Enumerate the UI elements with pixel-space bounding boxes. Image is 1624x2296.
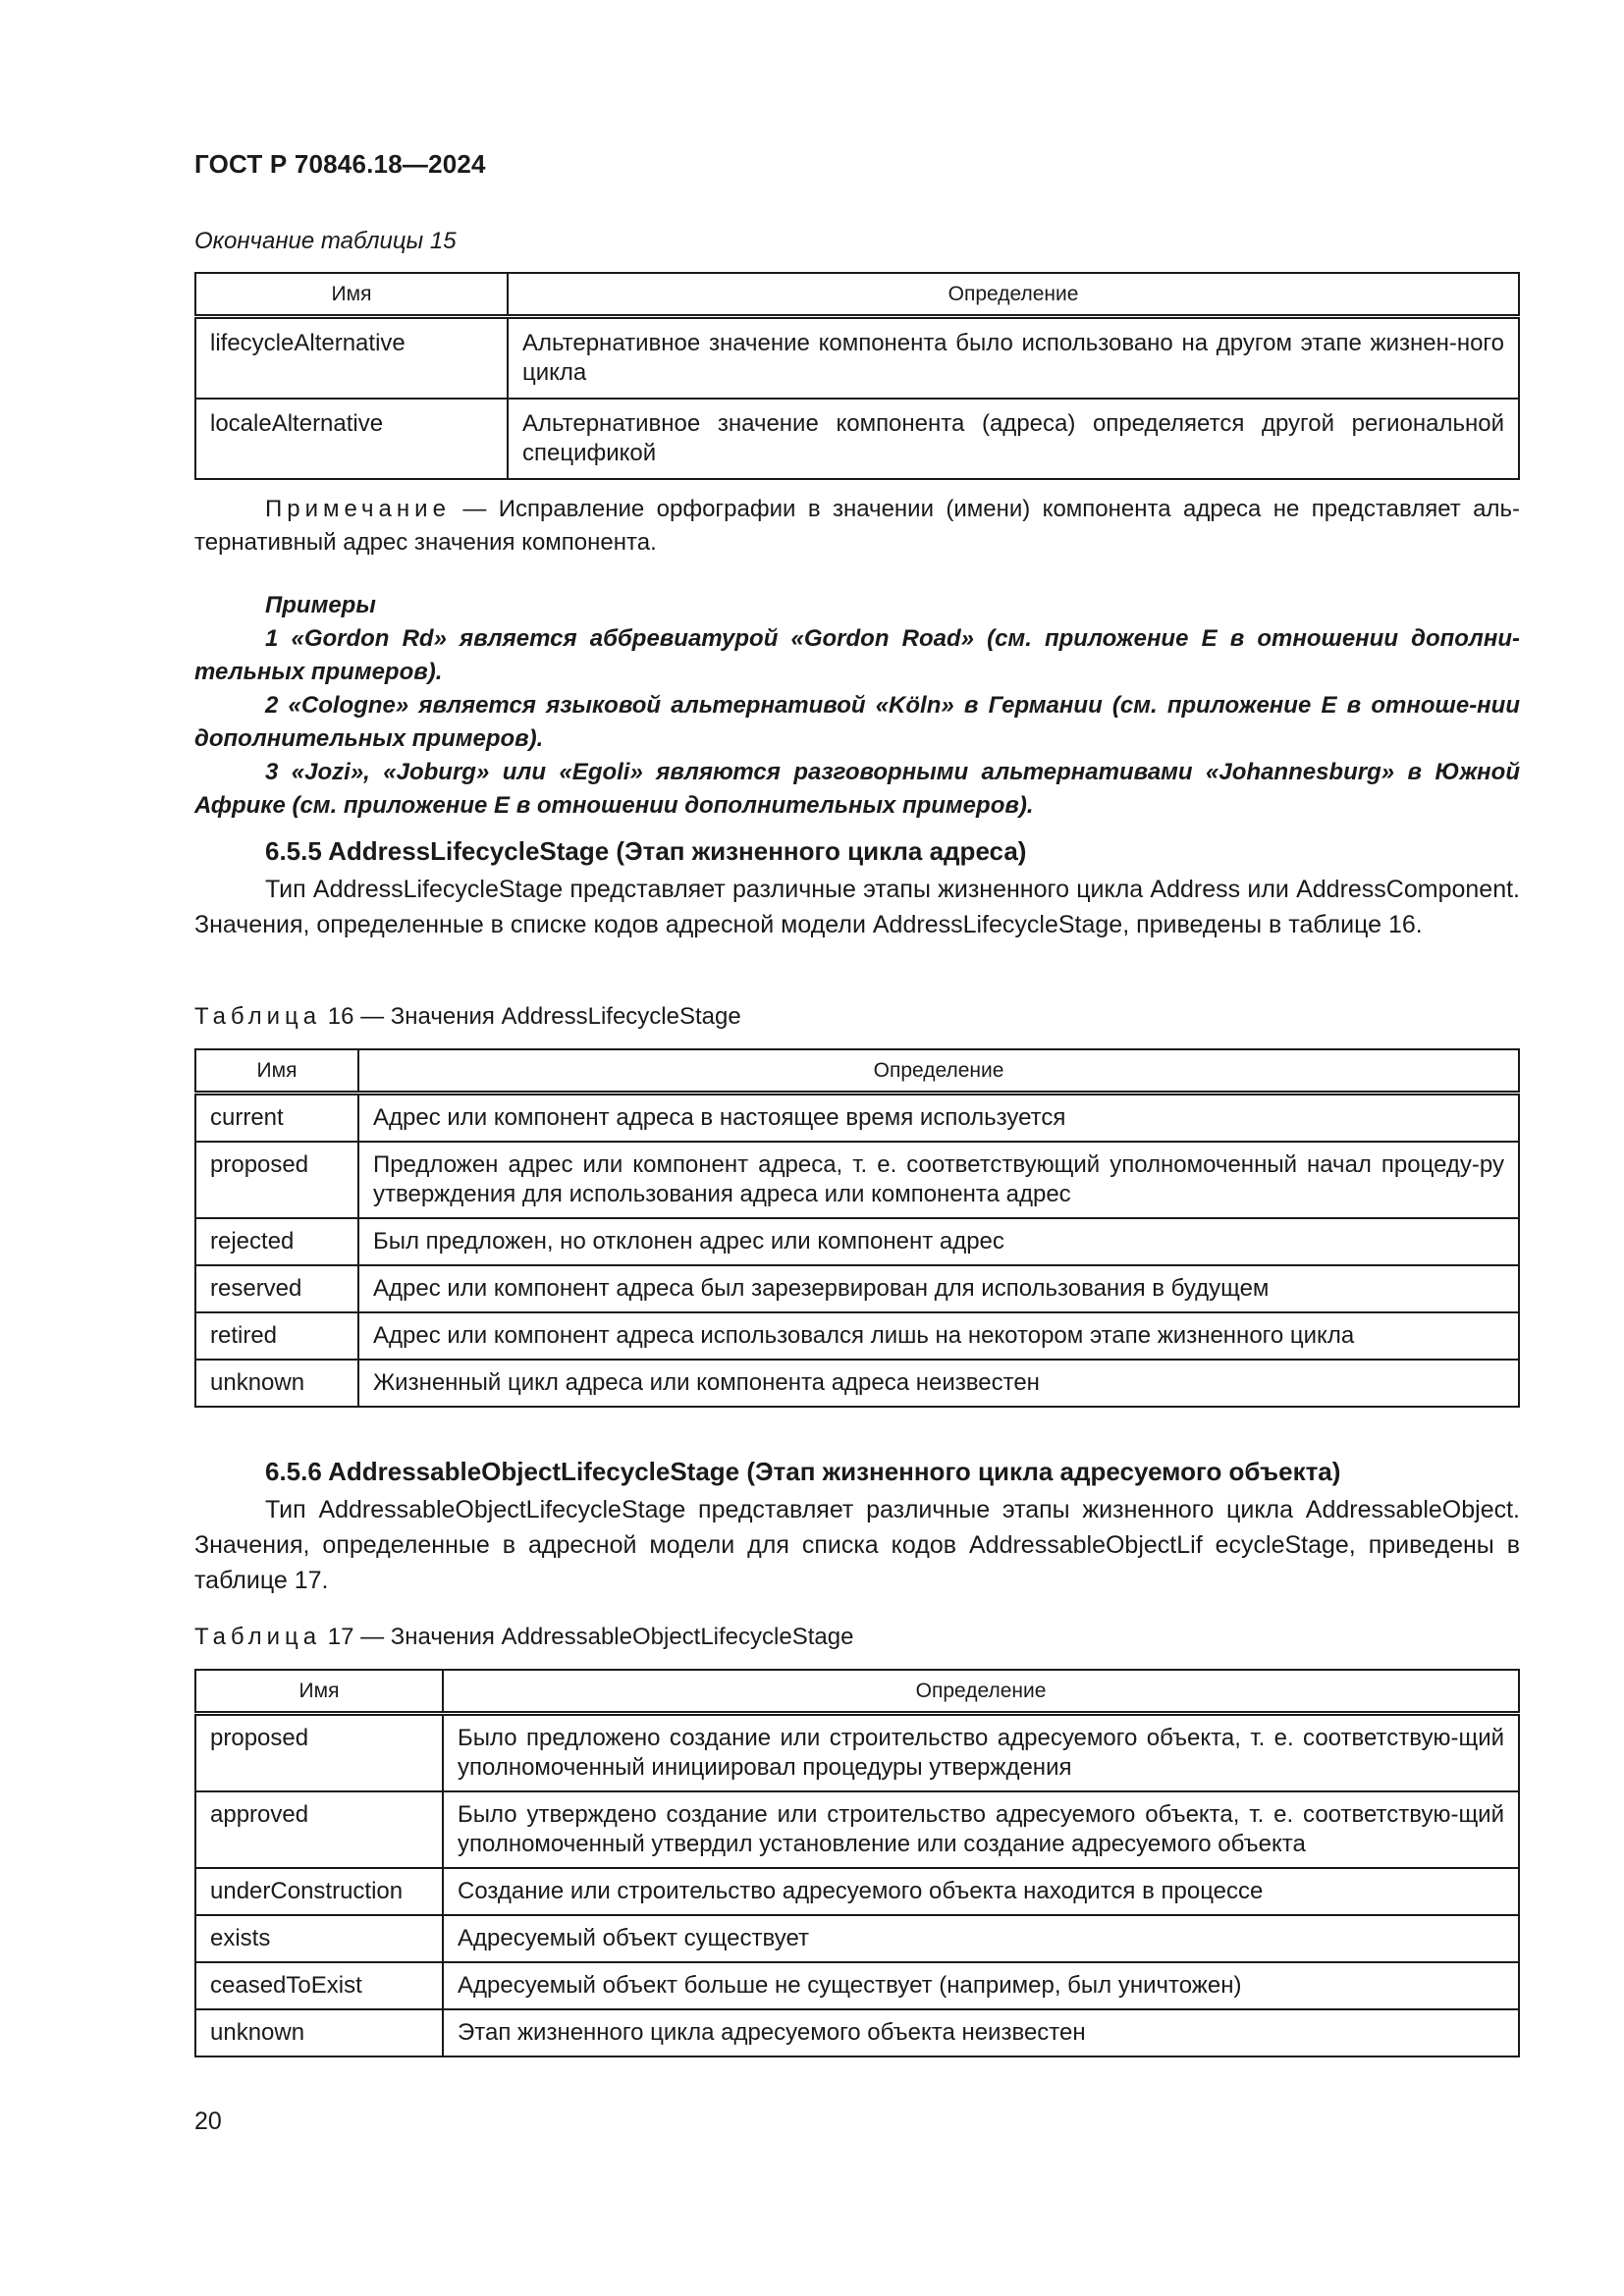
row-name: current [195, 1094, 358, 1143]
row-definition: Создание или строительство адресуемого объекта находится в процессе [443, 1868, 1519, 1915]
row-name: proposed [195, 1714, 443, 1792]
section-6-5-6-heading: 6.5.6 AddressableObjectLifecycleStage (Этап жизненного цикла адресуемого объекта) [265, 1457, 1341, 1486]
row-definition: Было утверждено создание или строительство адресуемого объекта, т. е. соответствую-щий уполномоченный утвердил установление или создание адресуемого объекта [443, 1791, 1519, 1868]
table-17-header-name: Имя [195, 1670, 443, 1714]
row-definition: Адресуемый объект существует [443, 1915, 1519, 1962]
row-name: rejected [195, 1218, 358, 1265]
row-name: reserved [195, 1265, 358, 1312]
table-16-header-name: Имя [195, 1049, 358, 1094]
row-definition: Было предложено создание или строительство адресуемого объекта, т. е. соответствую-щий уполномоченный инициировал процедуры утверждения [443, 1714, 1519, 1792]
row-definition: Был предложен, но отклонен адрес или компонент адрес [358, 1218, 1519, 1265]
row-name: approved [195, 1791, 443, 1868]
document-code: ГОСТ Р 70846.18—2024 [194, 149, 486, 179]
table-row [195, 1094, 1519, 1143]
table-15-continuation-caption: Окончание таблицы 15 [194, 228, 457, 254]
table-row [195, 399, 1519, 479]
section-6-5-5-heading: 6.5.5 AddressLifecycleStage (Этап жизненного цикла адреса) [265, 836, 1027, 866]
table-row [195, 1312, 1519, 1360]
table-16-caption-label: Таблица [194, 1003, 322, 1030]
table-17-caption-label: Таблица [194, 1624, 322, 1650]
table-17-caption-text: 17 — Значения AddressableObjectLifecycleStage [321, 1624, 854, 1650]
table-row [195, 1360, 1519, 1407]
table-row [195, 1714, 1519, 1792]
table-row [195, 1265, 1519, 1312]
table-16 [194, 1048, 1520, 1408]
table-17 [194, 1669, 1520, 2057]
example-item: 2 «Cologne» является языковой альтернативой «Köln» в Германии (см. приложение Е в отноше-нии дополнительных примеров). [194, 692, 1520, 752]
table-row [195, 1962, 1519, 2009]
table-16-caption [194, 1003, 741, 1031]
page-number: 20 [194, 2108, 222, 2135]
row-name: retired [195, 1312, 358, 1360]
table-row [195, 1142, 1519, 1218]
example-item: 3 «Jozi», «Joburg» или «Egoli» являются разговорными альтернативами «Johannesburg» в Южной Африке (см. приложение Е в отношении дополнительных примеров). [194, 759, 1520, 819]
row-name: exists [195, 1915, 443, 1962]
table-row [195, 1791, 1519, 1868]
table-row [195, 317, 1519, 400]
table-16-header-definition: Определение [358, 1049, 1519, 1094]
row-definition: Адрес или компонент адреса был зарезервирован для использования в будущем [358, 1265, 1519, 1312]
row-name: unknown [195, 2009, 443, 2056]
row-name: lifecycleAlternative [195, 317, 508, 400]
row-definition: Предложен адрес или компонент адреса, т. е. соответствующий уполномоченный начал процеду-ру утверждения для использования адреса или компонента адрес [358, 1142, 1519, 1218]
table-row [195, 2009, 1519, 2056]
row-definition: Адрес или компонент адреса в настоящее время используется [358, 1094, 1519, 1143]
row-definition: Этап жизненного цикла адресуемого объекта неизвестен [443, 2009, 1519, 2056]
row-definition: Адресуемый объект больше не существует (например, был уничтожен) [443, 1962, 1519, 2009]
table-row [195, 1915, 1519, 1962]
note-label: Примечание [265, 496, 451, 522]
row-name: localeAlternative [195, 399, 508, 479]
section-6-5-5-text: Тип AddressLifecycleStage представляет различные этапы жизненного цикла Address или AddressComponent. Значения, определенные в списке кодов адресной модели AddressLifecycleStage, приведены в таблице 16. [194, 876, 1520, 938]
row-definition: Адрес или компонент адреса использовался лишь на некотором этапе жизненного цикла [358, 1312, 1519, 1360]
row-name: unknown [195, 1360, 358, 1407]
examples-title: Примеры [265, 592, 376, 618]
table-17-header-definition: Определение [443, 1670, 1519, 1714]
row-definition: Альтернативное значение компонента (адреса) определяется другой региональной спецификой [508, 399, 1519, 479]
section-6-5-6-text: Тип AddressableObjectLifecycleStage представляет различные этапы жизненного цикла AddressableObject. Значения, определенные в адресной модели для списка кодов AddressableObjectLif ecycleStage, приведены в таблице 17. [194, 1496, 1520, 1594]
table-row [195, 1868, 1519, 1915]
row-name: underConstruction [195, 1868, 443, 1915]
table-16-caption-text: 16 — Значения AddressLifecycleStage [321, 1003, 741, 1030]
table-row [195, 1218, 1519, 1265]
table-17-caption [194, 1624, 853, 1651]
note-paragraph [194, 493, 1520, 560]
note-text: — Исправление орфографии в значении (имени) компонента адреса не представляет аль-тернативный адрес значения компонента. [194, 496, 1520, 556]
table-15-header-definition: Определение [508, 273, 1519, 317]
table-15-header-name: Имя [195, 273, 508, 317]
row-definition: Жизненный цикл адреса или компонента адреса неизвестен [358, 1360, 1519, 1407]
examples-block [194, 589, 1520, 823]
row-definition: Альтернативное значение компонента было использовано на другом этапе жизнен-ного цикла [508, 317, 1519, 400]
table-15 [194, 272, 1520, 480]
example-item: 1 «Gordon Rd» является аббревиатурой «Gordon Road» (см. приложение Е в отношении дополни-тельных примеров). [194, 625, 1520, 685]
row-name: proposed [195, 1142, 358, 1218]
row-name: ceasedToExist [195, 1962, 443, 2009]
